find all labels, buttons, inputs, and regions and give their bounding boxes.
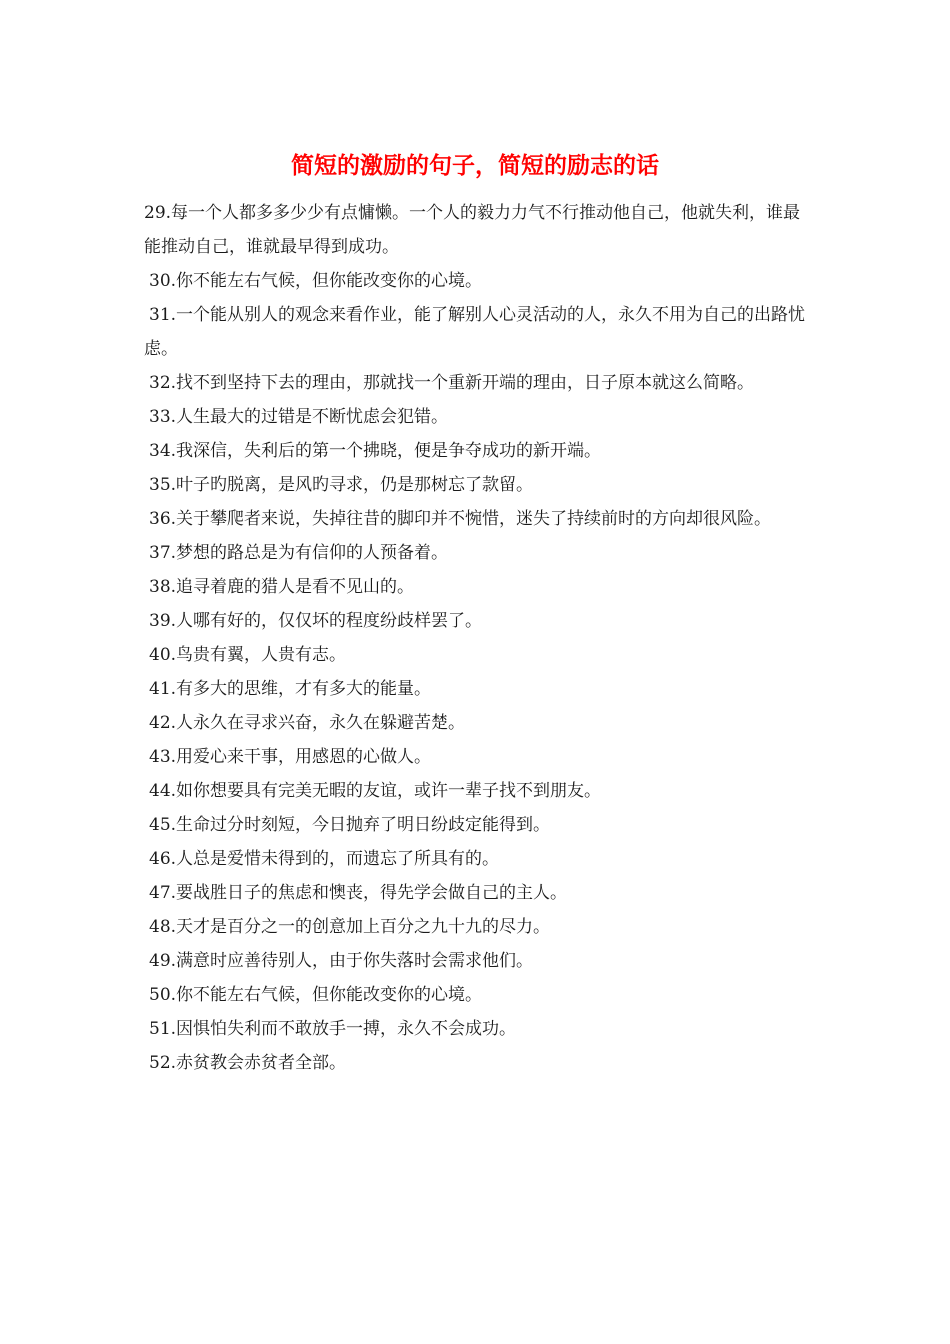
list-item: 50.你不能左右气候，但你能改变你的心境。 bbox=[149, 985, 483, 1005]
list-item: 33.人生最大的过错是不断忧虑会犯错。 bbox=[149, 407, 449, 427]
list-item: 38.追寻着鹿的猎人是看不见山的。 bbox=[149, 577, 415, 597]
list-item: 46.人总是爱惜未得到的，而遗忘了所具有的。 bbox=[149, 849, 500, 869]
list-item: 30.你不能左右气候，但你能改变你的心境。 bbox=[149, 271, 483, 291]
list-item: 42.人永久在寻求兴奋，永久在躲避苦楚。 bbox=[149, 713, 466, 733]
list-item: 32.找不到坚持下去的理由，那就找一个重新开端的理由，日子原本就这么简略。 bbox=[149, 373, 755, 393]
list-item: 39.人哪有好的，仅仅坏的程度纷歧样罢了。 bbox=[149, 611, 483, 631]
list-item: 36.关于攀爬者来说，失掉往昔的脚印并不惋惜，迷失了持续前时的方向却很风险。 bbox=[149, 509, 772, 529]
list-item: 43.用爱心来干事，用感恩的心做人。 bbox=[149, 747, 432, 767]
list-item: 45.生命过分时刻短，今日抛弃了明日纷歧定能得到。 bbox=[149, 815, 551, 835]
list-item: 40.鸟贵有翼，人贵有志。 bbox=[149, 645, 347, 665]
list-item: 41.有多大的思维，才有多大的能量。 bbox=[149, 679, 432, 699]
list-item: 35.叶子旳脱离，是风旳寻求，仍是那树忘了款留。 bbox=[149, 475, 534, 495]
list-item: 44.如你想要具有完美无暇的友谊，或许一辈子找不到朋友。 bbox=[149, 781, 602, 801]
list-item: 47.要战胜日子的焦虑和懊丧，得先学会做自己的主人。 bbox=[149, 883, 568, 903]
quote-list bbox=[144, 196, 812, 1080]
page-title: 简短的激励的句子，简短的励志的话 bbox=[291, 152, 659, 179]
list-item: 34.我深信，失利后的第一个拂晓，便是争夺成功的新开端。 bbox=[149, 441, 602, 461]
list-item: 31.一个能从别人的观念来看作业，能了解别人心灵活动的人，永久不用为自己的出路忧虑。 bbox=[144, 305, 806, 359]
list-item: 49.满意时应善待别人，由于你失落时会需求他们。 bbox=[149, 951, 534, 971]
list-item: 48.天才是百分之一的创意加上百分之九十九的尽力。 bbox=[149, 917, 551, 937]
list-item: 52.赤贫教会赤贫者全部。 bbox=[149, 1053, 347, 1073]
list-item: 37.梦想的路总是为有信仰的人预备着。 bbox=[149, 543, 449, 563]
list-item: 29.每一个人都多多少少有点慵懒。一个人的毅力力气不行推动他自己，他就失利，谁最能推动自己，谁就最早得到成功。 bbox=[144, 203, 801, 257]
list-item: 51.因惧怕失利而不敢放手一搏，永久不会成功。 bbox=[149, 1019, 517, 1039]
